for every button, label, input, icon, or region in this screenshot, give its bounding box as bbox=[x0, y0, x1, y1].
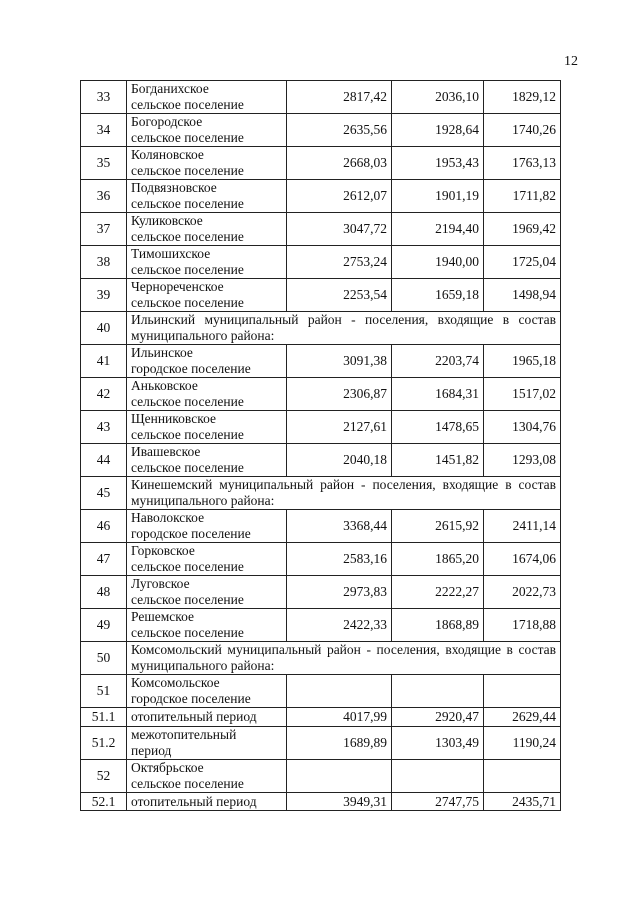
settlement-name-line-2: сельское поселение bbox=[131, 460, 244, 475]
tariff-value-2: 2920,47 bbox=[392, 708, 484, 727]
settlement-name-line-2: сельское поселение bbox=[131, 776, 244, 791]
settlement-name-line-1: Аньковское bbox=[131, 378, 198, 393]
row-number: 44 bbox=[81, 444, 127, 477]
settlement-name-line-2: сельское поселение bbox=[131, 559, 244, 574]
district-header-row bbox=[81, 642, 561, 675]
settlement-name-line-1: Богданихское bbox=[131, 81, 209, 96]
row-number: 50 bbox=[81, 642, 127, 675]
tariff-value-2: 1953,43 bbox=[392, 147, 484, 180]
tariff-value-2: 1451,82 bbox=[392, 444, 484, 477]
tariff-value-1: 2668,03 bbox=[287, 147, 392, 180]
district-header-row bbox=[81, 312, 561, 345]
tariff-value-1: 2127,61 bbox=[287, 411, 392, 444]
tariff-value-2: 2203,74 bbox=[392, 345, 484, 378]
settlement-name-line-2: период bbox=[131, 743, 172, 758]
settlement-name bbox=[127, 279, 287, 312]
district-title: Ильинский муниципальный район - поселения, входящие в состав муниципального района: bbox=[127, 312, 561, 345]
table-row bbox=[81, 543, 561, 576]
table-row bbox=[81, 279, 561, 312]
table-row bbox=[81, 793, 561, 811]
tariff-value-3: 1718,88 bbox=[484, 609, 561, 642]
tariff-value-1: 3091,38 bbox=[287, 345, 392, 378]
settlement-name-line-1: Коляновское bbox=[131, 147, 204, 162]
settlement-name-line-1: Комсомольское bbox=[131, 675, 220, 690]
tariff-value-3: 1293,08 bbox=[484, 444, 561, 477]
settlement-name-line-1: Подвязновское bbox=[131, 180, 217, 195]
tariff-value-3 bbox=[484, 675, 561, 708]
settlement-name-line-1: Богородское bbox=[131, 114, 203, 129]
tariff-value-1: 2612,07 bbox=[287, 180, 392, 213]
settlement-name-line-1: Тимошихское bbox=[131, 246, 211, 261]
table-row bbox=[81, 675, 561, 708]
settlement-name-line-2: сельское поселение bbox=[131, 97, 244, 112]
settlement-name-line-2: сельское поселение bbox=[131, 625, 244, 640]
tariff-value-1: 2583,16 bbox=[287, 543, 392, 576]
settlement-name-line-1: отопительный период bbox=[131, 709, 257, 724]
row-number: 39 bbox=[81, 279, 127, 312]
settlement-name-line-2: сельское поселение bbox=[131, 196, 244, 211]
tariff-value-2: 1901,19 bbox=[392, 180, 484, 213]
settlement-name bbox=[127, 727, 287, 760]
district-title: Кинешемский муниципальный район - поселения, входящие в состав муниципального района: bbox=[127, 477, 561, 510]
tariff-value-2: 1928,64 bbox=[392, 114, 484, 147]
table-row bbox=[81, 246, 561, 279]
tariff-value-3: 2411,14 bbox=[484, 510, 561, 543]
tariff-value-3: 1740,26 bbox=[484, 114, 561, 147]
settlement-name bbox=[127, 378, 287, 411]
settlement-name-line-2: сельское поселение bbox=[131, 592, 244, 607]
tariff-value-3: 1829,12 bbox=[484, 81, 561, 114]
settlement-name bbox=[127, 213, 287, 246]
tariff-value-3: 2022,73 bbox=[484, 576, 561, 609]
settlement-name-line-2: сельское поселение bbox=[131, 394, 244, 409]
settlement-name-line-1: Ильинское bbox=[131, 345, 193, 360]
settlement-name bbox=[127, 114, 287, 147]
tariff-value-3: 1965,18 bbox=[484, 345, 561, 378]
row-number: 51.2 bbox=[81, 727, 127, 760]
settlement-name bbox=[127, 760, 287, 793]
tariff-value-3: 1763,13 bbox=[484, 147, 561, 180]
settlement-name-line-1: Ивашевское bbox=[131, 444, 201, 459]
table-row bbox=[81, 708, 561, 727]
row-number: 51 bbox=[81, 675, 127, 708]
settlement-name bbox=[127, 246, 287, 279]
row-number: 42 bbox=[81, 378, 127, 411]
table-row bbox=[81, 576, 561, 609]
tariff-value-1: 4017,99 bbox=[287, 708, 392, 727]
row-number: 41 bbox=[81, 345, 127, 378]
settlement-name bbox=[127, 444, 287, 477]
settlement-name-line-2: сельское поселение bbox=[131, 295, 244, 310]
tariff-value-1: 2253,54 bbox=[287, 279, 392, 312]
row-number: 46 bbox=[81, 510, 127, 543]
settlement-name-line-2: городское поселение bbox=[131, 526, 251, 541]
settlement-name-line-2: городское поселение bbox=[131, 691, 251, 706]
table-row bbox=[81, 609, 561, 642]
settlement-name bbox=[127, 147, 287, 180]
row-number: 40 bbox=[81, 312, 127, 345]
table-row bbox=[81, 114, 561, 147]
tariff-value-1: 2422,33 bbox=[287, 609, 392, 642]
tariff-value-1: 2306,87 bbox=[287, 378, 392, 411]
tariff-value-3: 1190,24 bbox=[484, 727, 561, 760]
tariff-value-1 bbox=[287, 760, 392, 793]
tariff-value-1: 3949,31 bbox=[287, 793, 392, 811]
row-number: 36 bbox=[81, 180, 127, 213]
table-row bbox=[81, 727, 561, 760]
row-number: 33 bbox=[81, 81, 127, 114]
tariff-value-2: 1865,20 bbox=[392, 543, 484, 576]
page-number: 12 bbox=[564, 54, 578, 69]
tariff-value-1: 3047,72 bbox=[287, 213, 392, 246]
settlement-name bbox=[127, 543, 287, 576]
row-number: 49 bbox=[81, 609, 127, 642]
settlement-name-line-1: Щенниковское bbox=[131, 411, 216, 426]
tariff-value-2: 1940,00 bbox=[392, 246, 484, 279]
tariff-value-3: 1674,06 bbox=[484, 543, 561, 576]
row-number: 48 bbox=[81, 576, 127, 609]
tariff-value-3: 1517,02 bbox=[484, 378, 561, 411]
settlement-name bbox=[127, 576, 287, 609]
tariff-value-2: 1659,18 bbox=[392, 279, 484, 312]
settlement-name bbox=[127, 793, 287, 811]
tariff-value-2: 2615,92 bbox=[392, 510, 484, 543]
settlement-name-line-1: отопительный период bbox=[131, 793, 257, 809]
table-row bbox=[81, 147, 561, 180]
settlement-name bbox=[127, 345, 287, 378]
settlement-name bbox=[127, 675, 287, 708]
tariff-value-2 bbox=[392, 675, 484, 708]
settlement-name-line-2: сельское поселение bbox=[131, 229, 244, 244]
settlement-name-line-2: сельское поселение bbox=[131, 427, 244, 442]
tariff-value-3: 1304,76 bbox=[484, 411, 561, 444]
table-row bbox=[81, 213, 561, 246]
table-row bbox=[81, 180, 561, 213]
table-row bbox=[81, 760, 561, 793]
district-title: Комсомольский муниципальный район - поселения, входящие в состав муниципального района: bbox=[127, 642, 561, 675]
tariff-value-1: 2753,24 bbox=[287, 246, 392, 279]
tariff-value-3 bbox=[484, 760, 561, 793]
tariff-value-2: 1684,31 bbox=[392, 378, 484, 411]
table-row bbox=[81, 411, 561, 444]
tariff-value-2: 1303,49 bbox=[392, 727, 484, 760]
settlement-name bbox=[127, 180, 287, 213]
row-number: 51.1 bbox=[81, 708, 127, 727]
tariff-value-2: 2747,75 bbox=[392, 793, 484, 811]
table-row bbox=[81, 510, 561, 543]
settlement-name bbox=[127, 609, 287, 642]
tariff-value-2: 1478,65 bbox=[392, 411, 484, 444]
tariff-value-1: 2817,42 bbox=[287, 81, 392, 114]
settlement-name bbox=[127, 510, 287, 543]
tariff-value-3: 1498,94 bbox=[484, 279, 561, 312]
district-header-row bbox=[81, 477, 561, 510]
tariff-value-3: 1711,82 bbox=[484, 180, 561, 213]
tariff-table-body bbox=[81, 81, 561, 811]
table-row bbox=[81, 81, 561, 114]
tariff-value-1 bbox=[287, 675, 392, 708]
tariff-value-1: 2635,56 bbox=[287, 114, 392, 147]
row-number: 52 bbox=[81, 760, 127, 793]
tariff-value-1: 2973,83 bbox=[287, 576, 392, 609]
tariff-value-2: 2036,10 bbox=[392, 81, 484, 114]
tariff-value-1: 2040,18 bbox=[287, 444, 392, 477]
tariff-value-2: 2194,40 bbox=[392, 213, 484, 246]
settlement-name-line-2: сельское поселение bbox=[131, 130, 244, 145]
row-number: 35 bbox=[81, 147, 127, 180]
settlement-name-line-1: Октябрьское bbox=[131, 760, 204, 775]
tariff-table bbox=[80, 80, 561, 811]
tariff-value-3: 1725,04 bbox=[484, 246, 561, 279]
settlement-name bbox=[127, 411, 287, 444]
settlement-name-line-2: городское поселение bbox=[131, 361, 251, 376]
settlement-name-line-1: межотопительный bbox=[131, 727, 237, 742]
settlement-name-line-1: Решемское bbox=[131, 609, 195, 624]
row-number: 43 bbox=[81, 411, 127, 444]
row-number: 47 bbox=[81, 543, 127, 576]
tariff-value-3: 1969,42 bbox=[484, 213, 561, 246]
table-row bbox=[81, 444, 561, 477]
settlement-name-line-1: Наволокское bbox=[131, 510, 205, 525]
tariff-value-1: 1689,89 bbox=[287, 727, 392, 760]
tariff-value-2 bbox=[392, 760, 484, 793]
settlement-name bbox=[127, 81, 287, 114]
tariff-value-3: 2629,44 bbox=[484, 708, 561, 727]
tariff-value-2: 2222,27 bbox=[392, 576, 484, 609]
row-number: 37 bbox=[81, 213, 127, 246]
settlement-name-line-1: Чернореченское bbox=[131, 279, 224, 294]
settlement-name-line-1: Луговское bbox=[131, 576, 190, 591]
settlement-name-line-2: сельское поселение bbox=[131, 163, 244, 178]
row-number: 34 bbox=[81, 114, 127, 147]
table-row bbox=[81, 345, 561, 378]
row-number: 45 bbox=[81, 477, 127, 510]
tariff-value-3: 2435,71 bbox=[484, 793, 561, 811]
row-number: 38 bbox=[81, 246, 127, 279]
tariff-value-2: 1868,89 bbox=[392, 609, 484, 642]
table-row bbox=[81, 378, 561, 411]
settlement-name-line-1: Горковское bbox=[131, 543, 195, 558]
tariff-value-1: 3368,44 bbox=[287, 510, 392, 543]
settlement-name-line-2: сельское поселение bbox=[131, 262, 244, 277]
row-number: 52.1 bbox=[81, 793, 127, 811]
settlement-name bbox=[127, 708, 287, 727]
settlement-name-line-1: Куликовское bbox=[131, 213, 203, 228]
